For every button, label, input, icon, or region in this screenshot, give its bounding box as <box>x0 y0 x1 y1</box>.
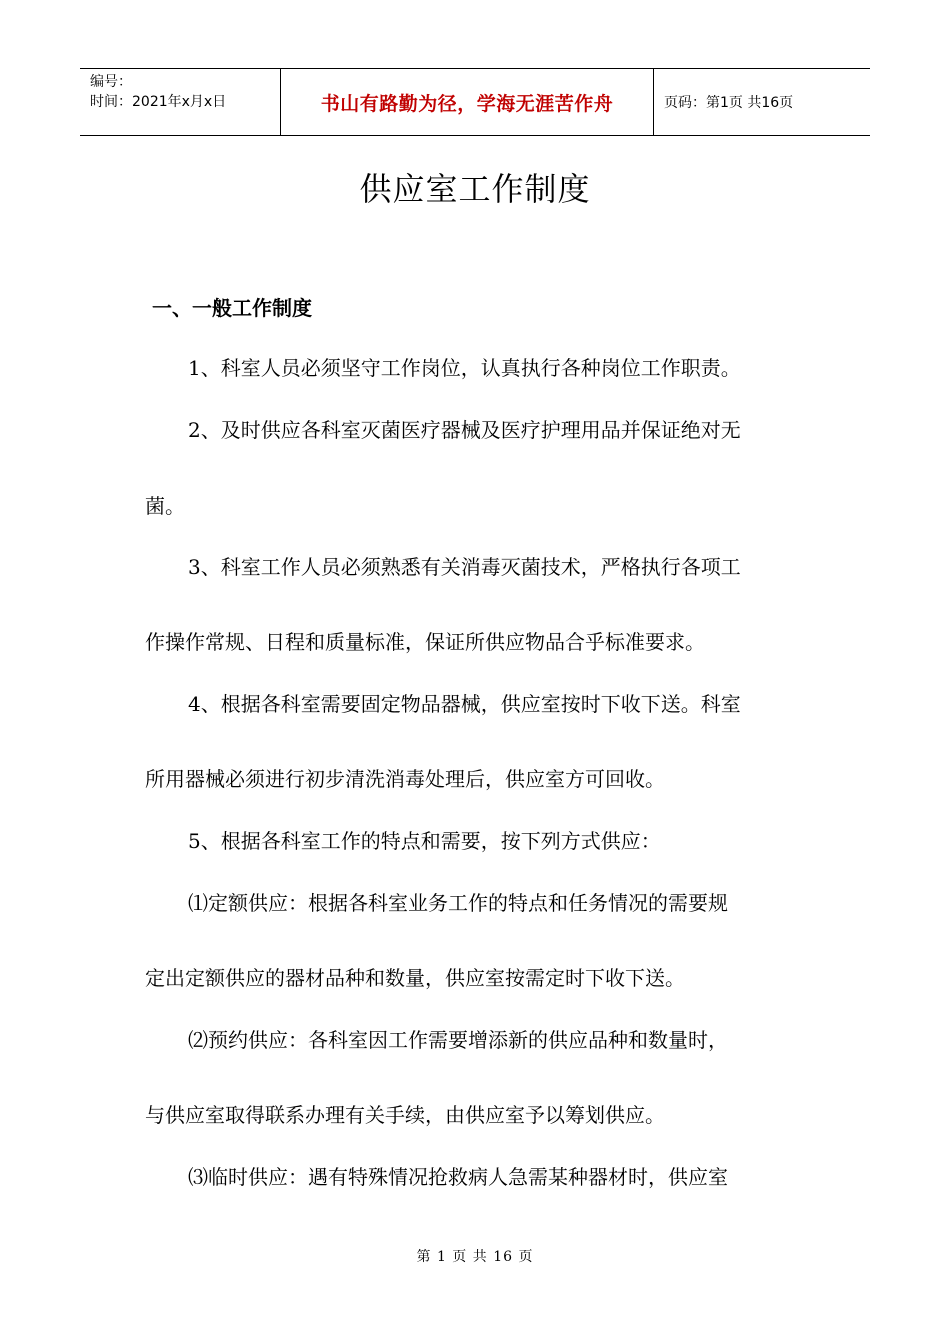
header-meta-cell <box>80 69 281 135</box>
paragraph-line: 作操作常规、日程和质量标准，保证所供应物品合乎标准要求。 <box>145 630 705 654</box>
paragraph-line: 与供应室取得联系办理有关手续，由供应室予以筹划供应。 <box>145 1103 665 1127</box>
paragraph-line: 所用器械必须进行初步清洗消毒处理后，供应室方可回收。 <box>145 767 665 791</box>
paragraph-line: 菌。 <box>145 494 185 518</box>
page-info: 页码：第1页 共16页 <box>664 95 794 111</box>
paragraph-line: 4、根据各科室需要固定物品器械，供应室按时下收下送。科室 <box>188 692 741 716</box>
paragraph-line: 5、根据各科室工作的特点和需要，按下列方式供应： <box>188 829 661 853</box>
paragraph-line: ⑵预约供应：各科室因工作需要增添新的供应品种和数量时， <box>188 1028 728 1052</box>
header-page-cell <box>654 69 870 135</box>
paragraph-line: 2、及时供应各科室灭菌医疗器械及医疗护理用品并保证绝对无 <box>188 418 741 442</box>
paragraph-line: 1、科室人员必须坚守工作岗位，认真执行各种岗位工作职责。 <box>188 356 741 380</box>
paragraph-line: ⑶临时供应：遇有特殊情况抢救病人急需某种器材时，供应室 <box>188 1165 728 1189</box>
page-footer: 第 1 页 共 16 页 <box>416 1249 534 1265</box>
section-heading: 一、一般工作制度 <box>152 296 312 320</box>
header-motto-cell <box>281 69 654 135</box>
header-table <box>80 68 870 136</box>
paragraph-line: ⑴定额供应：根据各科室业务工作的特点和任务情况的需要规 <box>188 891 728 915</box>
document-title: 供应室工作制度 <box>359 170 591 208</box>
paragraph-line: 3、科室工作人员必须熟悉有关消毒灭菌技术，严格执行各项工 <box>188 555 741 579</box>
motto-text: 书山有路勤为径，学海无涯苦作舟 <box>320 92 614 115</box>
date-label: 时间：2021年x月x日 <box>90 94 227 110</box>
number-label: 编号： <box>90 74 132 90</box>
paragraph-line: 定出定额供应的器材品种和数量，供应室按需定时下收下送。 <box>145 966 685 990</box>
